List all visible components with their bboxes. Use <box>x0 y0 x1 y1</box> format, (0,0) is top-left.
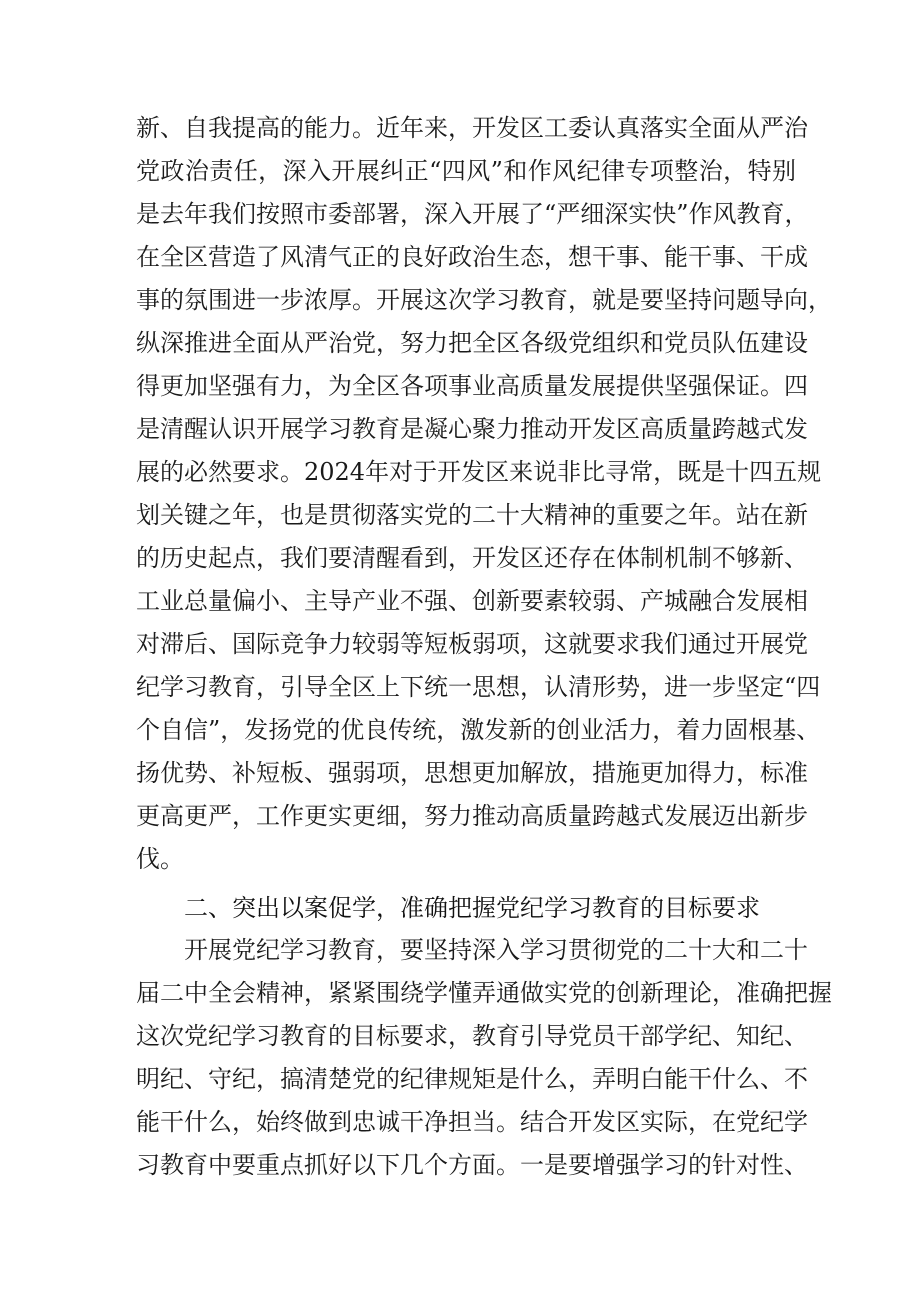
body-text-line: 是去年我们按照市委部署，深入开展了“严细深实快”作风教育， <box>136 200 809 228</box>
body-text-line: 新、自我提高的能力。近年来，开发区工委认真落实全面从严治 <box>136 114 808 142</box>
body-text-line: 扬优势、补短板、强弱项，思想更加解放，措施更加得力，标准 <box>136 759 808 787</box>
body-text-line: 事的氛围进一步浓厚。开展这次学习教育，就是要坚持问题导向， <box>136 286 832 314</box>
body-text-line: 个自信”，发扬党的优良传统，激发新的创业活力，着力固根基、 <box>136 716 821 744</box>
body-text-line: 在全区营造了风清气正的良好政治生态，想干事、能干事、干成 <box>136 243 808 271</box>
body-text-line: 展的必然要求。2024年对于开发区来说非比寻常，既是十四五规 <box>136 458 822 486</box>
body-text-line: 纪学习教育，引导全区上下统一思想，认清形势，进一步坚定“四 <box>136 673 821 701</box>
body-text-line: 更高更严，工作更实更细，努力推动高质量跨越式发展迈出新步 <box>136 802 808 830</box>
body-text-line: 届二中全会精神，紧紧围绕学懂弄通做实党的创新理论，准确把握 <box>136 979 832 1007</box>
body-text-line: 习教育中要重点抓好以下几个方面。一是要增强学习的针对性、 <box>136 1151 808 1179</box>
body-text-line: 划关键之年，也是贯彻落实党的二十大精神的重要之年。站在新 <box>136 501 808 529</box>
body-text-line: 这次党纪学习教育的目标要求，教育引导党员干部学纪、知纪、 <box>136 1022 808 1050</box>
body-text-line: 伐。 <box>136 845 184 873</box>
body-text-line: 党政治责任，深入开展纠正“四风”和作风纪律专项整治，特别 <box>136 157 796 185</box>
body-text-line: 能干什么，始终做到忠诚干净担当。结合开发区实际，在党纪学 <box>136 1108 808 1136</box>
body-text-line: 是清醒认识开展学习教育是凝心聚力推动开发区高质量跨越式发 <box>136 415 808 443</box>
body-text-line: 纵深推进全面从严治党，努力把全区各级党组织和党员队伍建设 <box>136 329 808 357</box>
body-text-line: 工业总量偏小、主导产业不强、创新要素较弱、产城融合发展相 <box>136 587 808 615</box>
body-text-line: 得更加坚强有力，为全区各项事业高质量发展提供坚强保证。四 <box>136 372 808 400</box>
body-text-line: 的历史起点，我们要清醒看到，开发区还存在体制机制不够新、 <box>136 544 808 572</box>
body-text-line: 对滞后、国际竞争力较弱等短板弱项，这就要求我们通过开展党 <box>136 630 808 658</box>
section-heading: 二、突出以案促学，准确把握党纪学习教育的目标要求 <box>184 894 760 922</box>
body-text-line: 明纪、守纪，搞清楚党的纪律规矩是什么，弄明白能干什么、不 <box>136 1065 808 1093</box>
body-text-line: 开展党纪学习教育，要坚持深入学习贯彻党的二十大和二十 <box>184 936 808 964</box>
